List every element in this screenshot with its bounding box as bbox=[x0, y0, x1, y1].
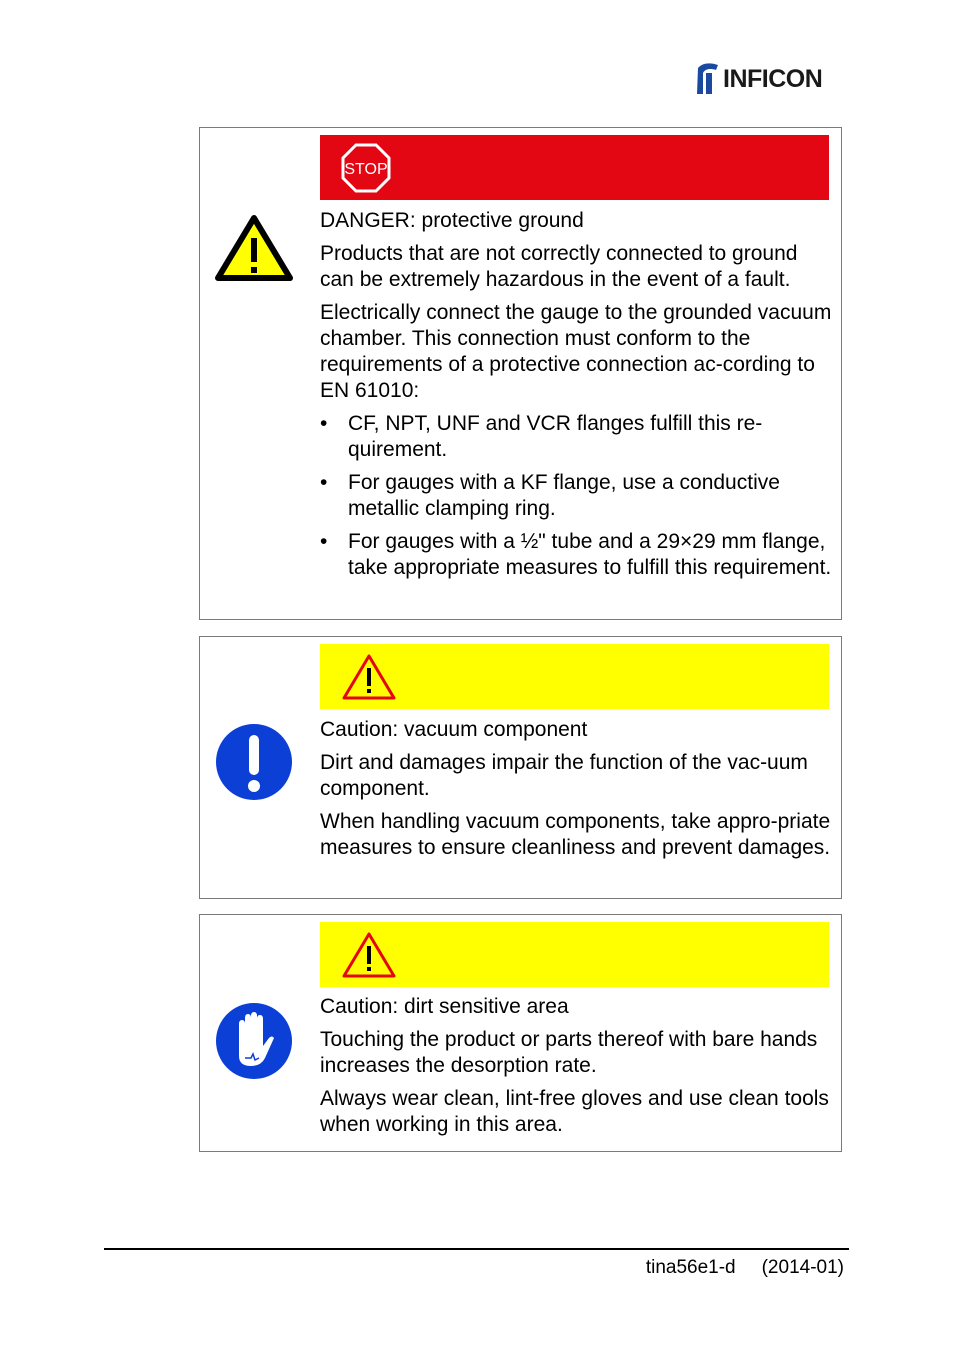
caution-dirt-notice bbox=[199, 914, 842, 1152]
notice-paragraph: Always wear clean, lint-free gloves and use clean tools when working in this area. bbox=[320, 1087, 829, 1136]
document-date: (2014-01) bbox=[761, 1257, 844, 1278]
caution-vacuum-notice bbox=[199, 636, 842, 899]
requirement-list bbox=[320, 411, 832, 581]
footer bbox=[646, 1257, 844, 1279]
inficon-logo bbox=[694, 62, 846, 96]
inficon-logo-mark-icon bbox=[694, 62, 722, 96]
notice-title: Caution: dirt sensitive area bbox=[320, 995, 569, 1018]
notice-title: DANGER: protective ground bbox=[320, 209, 584, 232]
caution-triangle-icon bbox=[341, 930, 397, 980]
notice-paragraph: Electrically connect the gauge to the grounded vacuum chamber. This connection must conform to the requirements of a protective connection ac-cording to EN 61010: bbox=[320, 301, 832, 402]
footer-divider bbox=[104, 1248, 849, 1250]
wear-gloves-icon bbox=[215, 1002, 293, 1080]
list-item-text: For gauges with a KF flange, use a conductive metallic clamping ring. bbox=[348, 471, 780, 520]
list-item: • For gauges with a ½" tube and a 29×29 mm flange, take appropriate measures to fulfill this requirement. bbox=[320, 530, 832, 579]
danger-header-band bbox=[320, 135, 829, 200]
caution-vacuum-body bbox=[320, 717, 832, 868]
notice-title: Caution: vacuum component bbox=[320, 718, 588, 741]
mandatory-exclamation-icon bbox=[215, 723, 293, 801]
danger-notice-body bbox=[320, 208, 832, 588]
warning-triangle-icon bbox=[215, 214, 293, 282]
caution-header-band bbox=[320, 644, 829, 709]
notice-paragraph: Dirt and damages impair the function of the vac-uum component. bbox=[320, 751, 808, 800]
list-item-text: For gauges with a ½" tube and a 29×29 mm flange, take appropriate measures to fulfill this requirement. bbox=[348, 530, 832, 579]
caution-header-band bbox=[320, 922, 829, 987]
danger-notice bbox=[199, 127, 842, 620]
list-item: • For gauges with a KF flange, use a conductive metallic clamping ring. bbox=[320, 471, 780, 520]
caution-triangle-icon bbox=[341, 652, 397, 702]
list-item-text: CF, NPT, UNF and VCR flanges fulfill this re-quirement. bbox=[348, 412, 763, 461]
document-id: tina56e1-d bbox=[645, 1257, 736, 1278]
notice-paragraph: Products that are not correctly connected to ground can be extremely hazardous in the event of a fault. bbox=[320, 242, 798, 291]
list-item: • CF, NPT, UNF and VCR flanges fulfill this re-quirement. bbox=[320, 412, 763, 461]
stop-sign-label: STOP bbox=[344, 161, 388, 178]
logo-wordmark: INFICON bbox=[723, 65, 823, 93]
notice-paragraph: When handling vacuum components, take appro-priate measures to ensure cleanliness and prevent damages. bbox=[320, 810, 831, 859]
notice-paragraph: Touching the product or parts thereof with bare hands increases the desorption rate. bbox=[320, 1028, 818, 1077]
caution-dirt-body bbox=[320, 994, 832, 1145]
stop-sign-icon bbox=[341, 143, 391, 193]
